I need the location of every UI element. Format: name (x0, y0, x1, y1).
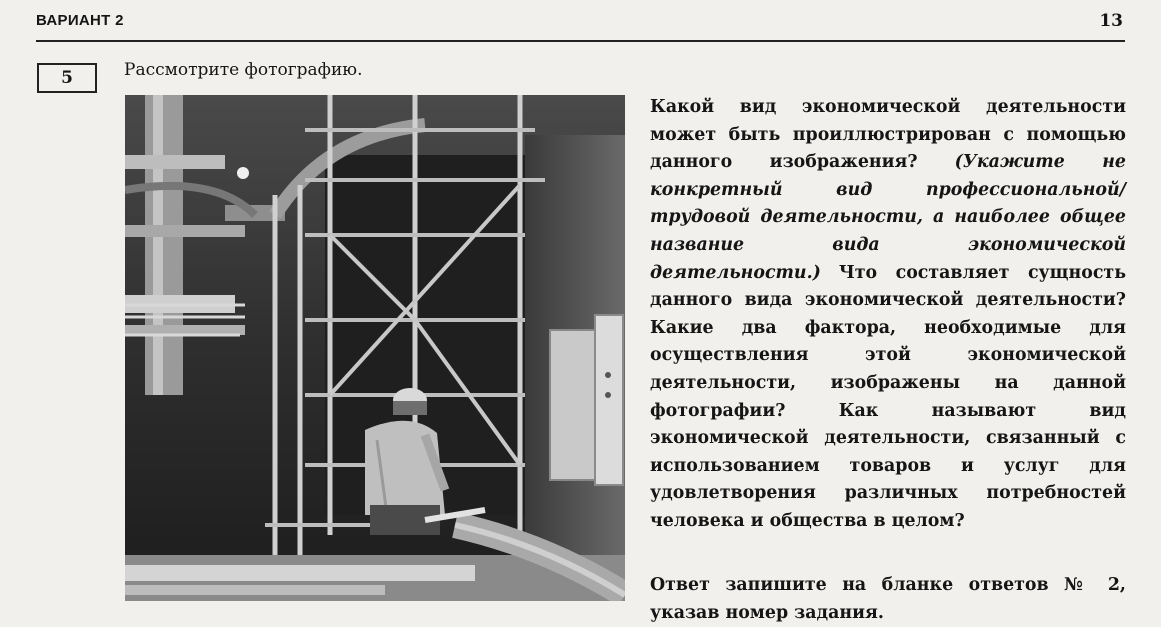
task-number: 5 (61, 68, 73, 88)
variant-label: ВАРИАНТ 2 (36, 12, 124, 29)
answer-instruction: Ответ запишите на бланке ответов № 2, указав номер задания. (650, 575, 1126, 623)
question-part-1: Какой вид экономической деятельности может быть проиллюстрирован с помощью данного изображения? (650, 97, 1126, 173)
question-clarification: (Укажите не конкретный вид профессиональной/трудовой деятельности, а наиболее общее название вида экономической деятельности.) (650, 152, 1126, 283)
task-instruction: Рассмотрите фотографию. (124, 60, 363, 80)
scaffolding-illustration (125, 95, 625, 601)
header-divider (36, 40, 1125, 42)
page-number: 13 (1099, 11, 1123, 31)
question-part-2: Что составляет сущность данного вида экономической деятельности? Какие два фактора, необходимые для осуществления этой экономической деятельности, изображены на данной фотографии? Как называют вид экономической деятельности, связанный с использованием товаров и услуг для удовлетворения различных потребностей человека и общества в целом? (650, 262, 1126, 531)
task-number-box (37, 63, 97, 93)
task-question (650, 94, 1126, 536)
construction-photo (125, 95, 625, 601)
